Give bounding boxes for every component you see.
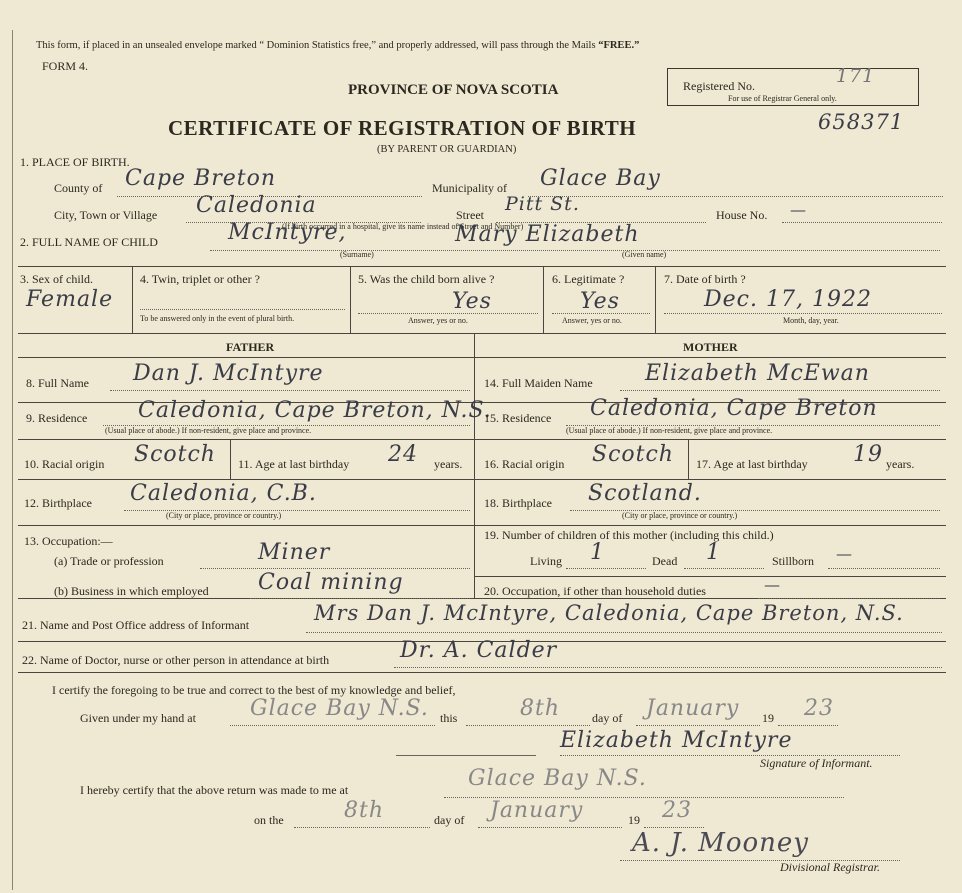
twin-note: To be answered only in the event of plural birth. [140,314,295,323]
registrar-month-value: January [490,798,584,823]
mail-notice [36,40,639,51]
house-value: — [790,200,807,219]
mother-heading: MOTHER [683,340,738,354]
father-birthplace-caption: (City or place, province or country.) [166,511,282,520]
legitimate-caption: Answer, yes or no. [562,316,622,325]
mother-occupation-value: — [764,575,781,594]
child-given-name: Mary Elizabeth [455,222,640,247]
certificate-title: CERTIFICATE OF REGISTRATION OF BIRTH [168,116,637,140]
place-of-birth-heading: 1. PLACE OF BIRTH. [20,155,130,169]
left-margin-rule [12,30,13,890]
father-name-value: Dan J. McIntyre [133,361,324,386]
alive-caption: Answer, yes or no. [408,316,468,325]
mother-age-value: 19 [853,442,883,467]
year-value: 23 [804,696,834,721]
signature-caption: Signature of Informant. [760,756,873,770]
mail-notice-text: This form, if placed in an unsealed envelope marked “ Dominion Statistics free,” and properly addressed, will pass through the Mails [36,40,596,51]
registered-value: 171 [836,65,876,87]
province-heading: PROVINCE OF NOVA SCOTIA [348,82,559,98]
father-race-value: Scotch [134,442,216,467]
informant-value: Mrs Dan J. McIntyre, Caledonia, Cape Breton, N.S. [314,601,904,625]
city-label: City, Town or Village [54,208,158,222]
occupation-label: 13. Occupation:— [24,534,113,548]
mother-age-unit: years. [886,457,915,471]
father-residence-label: 9. Residence [26,411,88,425]
month-value: January [646,696,740,721]
day-of-label: day of [592,711,623,725]
mother-residence-label: 15. Residence [484,411,552,425]
county-value: Cape Breton [125,166,277,191]
house-label: House No. [716,208,768,222]
registrar-year-value: 23 [662,798,692,823]
mother-residence-caption: (Usual place of abode.) If non-resident, give place and province. [566,426,773,435]
mother-race-label: 16. Racial origin [484,457,565,471]
this-value: 8th [520,696,561,721]
given-place: Glace Bay N.S. [250,696,429,721]
dob-value: Dec. 17, 1922 [704,287,872,312]
trade-label: (a) Trade or profession [54,554,164,568]
legitimate-label: 6. Legitimate ? [552,272,625,286]
child-name-label: 2. FULL NAME OF CHILD [20,235,158,249]
father-age-label: 11. Age at last birthday [238,457,350,471]
certify-statement: I certify the foregoing to be true and correct to the best of my knowledge and belief, [52,683,456,697]
child-surname: McIntyre, [228,220,347,245]
surname-caption: (Surname) [340,250,374,259]
registrar-year-prefix: 19 [628,813,640,827]
registrar-statement: I hereby certify that the above return was made to me at [80,783,349,797]
business-label: (b) Business in which employed [54,584,209,598]
living-value: 1 [590,540,605,565]
street-value: Pitt St. [505,193,580,215]
father-residence-value: Caledonia, Cape Breton, N.S. [138,398,492,423]
county-label: County of [54,181,103,195]
given-label: Given under my hand at [80,711,196,725]
year-prefix: 19 [762,711,774,725]
father-residence-caption: (Usual place of abode.) If non-resident, give place and province. [105,426,312,435]
legitimate-value: Yes [580,289,620,314]
alive-value: Yes [452,289,492,314]
registrar-day-of-label: day of [434,813,465,827]
mother-name-value: Elizabeth McEwan [645,361,870,386]
informant-label: 21. Name and Post Office address of Informant [22,618,250,632]
registrar-place: Glace Bay N.S. [468,766,647,791]
father-heading: FATHER [226,340,275,354]
on-label: on the [254,813,284,827]
dead-value: 1 [706,540,721,565]
informant-signature: Elizabeth McIntyre [560,728,793,753]
mother-age-label: 17. Age at last birthday [696,457,808,471]
twin-label: 4. Twin, triplet or other ? [140,272,260,286]
business-value: Coal mining [258,570,404,595]
father-birthplace-value: Caledonia, C.B. [130,481,317,506]
father-race-label: 10. Racial origin [24,457,105,471]
registrar-signature: A. J. Mooney [632,828,809,858]
municipality-value: Glace Bay [540,166,661,191]
doctor-label: 22. Name of Doctor, nurse or other person in attendance at birth [22,653,330,667]
dob-label: 7. Date of birth ? [664,272,746,286]
given-caption: (Given name) [622,250,667,259]
father-age-value: 24 [388,442,418,467]
father-birthplace-label: 12. Birthplace [24,496,92,510]
mother-birthplace-value: Scotland. [588,481,702,506]
stillborn-value: — [836,544,853,563]
alive-label: 5. Was the child born alive ? [358,272,495,286]
registered-box [667,65,919,106]
trade-value: Miner [258,540,331,565]
sex-label: 3. Sex of child. [20,272,93,286]
registrar-use-note: For use of Registrar General only. [728,94,837,103]
hospital-note: (If birth occurred in a hospital, give its name instead of Street and Number) [282,222,524,231]
mother-residence-value: Caledonia, Cape Breton [590,396,878,421]
doctor-value: Dr. A. Calder [400,638,558,663]
sex-value: Female [26,287,114,312]
father-age-unit: years. [434,457,463,471]
on-value: 8th [344,798,385,823]
dead-label: Dead [652,554,678,568]
mother-birthplace-label: 18. Birthplace [484,496,552,510]
certificate-subtitle: (BY PARENT OR GUARDIAN) [377,144,517,155]
mother-occupation-label: 20. Occupation, if other than household duties [484,584,706,598]
living-label: Living [530,554,562,568]
registered-label: Registered No. [683,79,755,93]
dob-caption: Month, day, year. [783,316,839,325]
mail-notice-free: “FREE.” [598,40,640,51]
mother-birthplace-caption: (City or place, province or country.) [622,511,738,520]
municipality-label: Municipality of [432,181,507,195]
city-value: Caledonia [196,193,317,218]
street-label: Street [456,208,484,222]
father-name-label: 8. Full Name [26,376,89,390]
mother-race-value: Scotch [592,442,674,467]
form-number: FORM 4. [42,59,89,73]
children-label: 19. Number of children of this mother (including this child.) [484,528,774,542]
stillborn-label: Stillborn [772,554,815,568]
registrar-caption: Divisional Registrar. [780,860,881,874]
mother-name-label: 14. Full Maiden Name [484,376,593,390]
this-label: this [440,711,458,725]
stamp-number: 658371 [818,110,905,134]
